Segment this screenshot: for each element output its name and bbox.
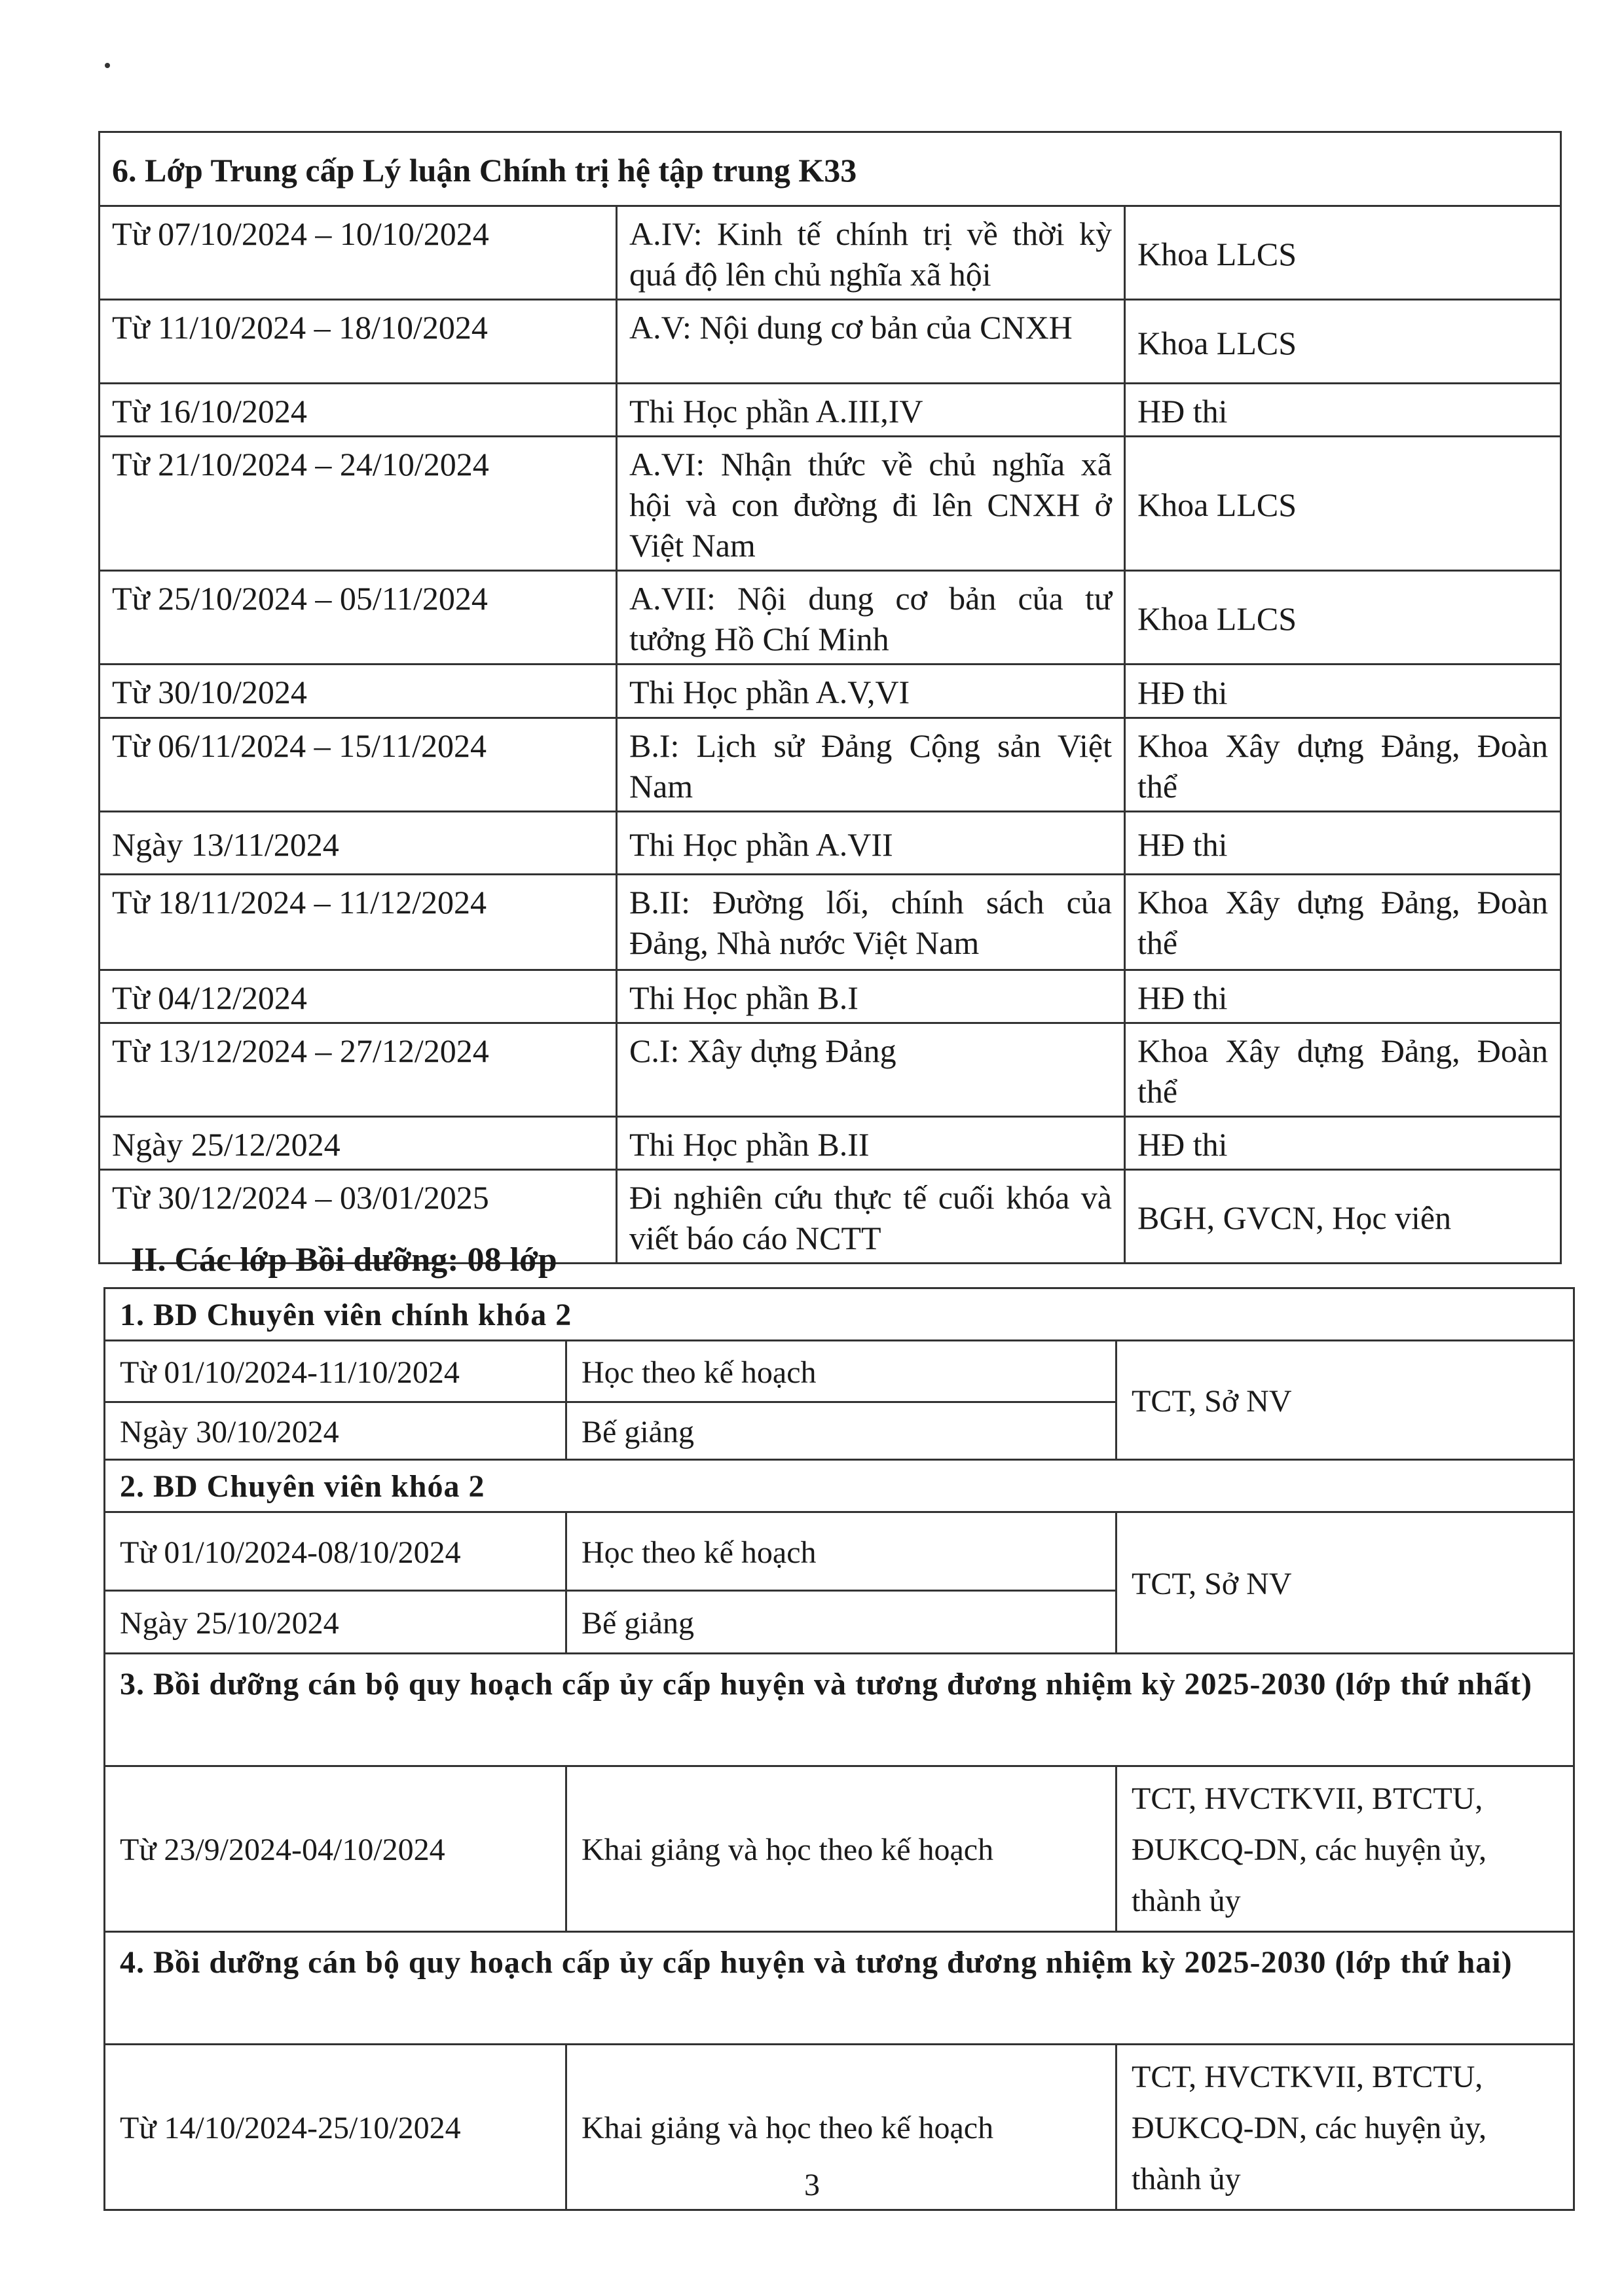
unit-cell: Khoa Xây dựng Đảng, Đoàn thể (1125, 718, 1561, 812)
training-classes-table (103, 1287, 1575, 2211)
date-cell: Từ 06/11/2024 – 15/11/2024 (100, 718, 617, 812)
content-cell: Đi nghiên cứu thực tế cuối khóa và viết báo cáo NCTT (617, 1170, 1125, 1264)
class-title: 2. BD Chuyên viên khóa 2 (105, 1460, 1574, 1512)
date-cell: Ngày 25/10/2024 (105, 1591, 566, 1654)
unit-cell: TCT, HVCTKVII, BTCTU, ĐUKCQ-DN, các huyện ủy, thành ủy (1116, 2045, 1574, 2210)
class-title: 3. Bồi dưỡng cán bộ quy hoạch cấp ủy cấp huyện và tương đương nhiệm kỳ 2025-2030 (lớp thứ nhất) (105, 1654, 1574, 1766)
content-cell: Bế giảng (566, 1591, 1116, 1654)
content-cell: Khai giảng và học theo kế hoạch (566, 2045, 1116, 2210)
date-cell: Từ 25/10/2024 – 05/11/2024 (100, 571, 617, 665)
class-header-row (105, 1288, 1574, 1341)
content-cell: B.I: Lịch sử Đảng Cộng sản Việt Nam (617, 718, 1125, 812)
class-header-row (105, 1654, 1574, 1766)
date-cell: Từ 21/10/2024 – 24/10/2024 (100, 437, 617, 571)
table-row (100, 1023, 1561, 1117)
unit-cell: TCT, HVCTKVII, BTCTU, ĐUKCQ-DN, các huyện ủy, thành ủy (1116, 1766, 1574, 1932)
content-cell: B.II: Đường lối, chính sách của Đảng, Nhà nước Việt Nam (617, 875, 1125, 970)
content-cell: Bế giảng (566, 1402, 1116, 1460)
unit-cell: HĐ thi (1125, 1117, 1561, 1170)
table-row (105, 1341, 1574, 1402)
date-cell: Từ 23/9/2024-04/10/2024 (105, 1766, 566, 1932)
date-cell: Từ 30/10/2024 (100, 665, 617, 718)
scan-mark (105, 63, 110, 68)
content-cell: A.VII: Nội dung cơ bản của tư tưởng Hồ Chí Minh (617, 571, 1125, 665)
content-cell: Thi Học phần B.II (617, 1117, 1125, 1170)
content-cell: Thi Học phần A.III,IV (617, 384, 1125, 437)
table-row (100, 812, 1561, 875)
table-header-row (100, 132, 1561, 206)
content-cell: Học theo kế hoạch (566, 1512, 1116, 1591)
class-title: 1. BD Chuyên viên chính khóa 2 (105, 1288, 1574, 1341)
date-cell: Từ 14/10/2024-25/10/2024 (105, 2045, 566, 2210)
class-header-row (105, 1932, 1574, 2045)
content-cell: Thi Học phần B.I (617, 970, 1125, 1023)
date-cell: Từ 16/10/2024 (100, 384, 617, 437)
unit-cell: Khoa LLCS (1125, 571, 1561, 665)
table-row (100, 970, 1561, 1023)
date-cell: Từ 18/11/2024 – 11/12/2024 (100, 875, 617, 970)
class-title: 6. Lớp Trung cấp Lý luận Chính trị hệ tập trung K33 (100, 132, 1561, 206)
table-row (105, 1766, 1574, 1932)
class-title: 4. Bồi dưỡng cán bộ quy hoạch cấp ủy cấp huyện và tương đương nhiệm kỳ 2025-2030 (lớp thứ hai) (105, 1932, 1574, 2045)
content-cell: C.I: Xây dựng Đảng (617, 1023, 1125, 1117)
date-cell: Ngày 25/12/2024 (100, 1117, 617, 1170)
date-cell: Ngày 13/11/2024 (100, 812, 617, 875)
content-cell: Thi Học phần A.VII (617, 812, 1125, 875)
unit-cell: TCT, Sở NV (1116, 1512, 1574, 1654)
content-cell: Thi Học phần A.V,VI (617, 665, 1125, 718)
unit-cell: BGH, GVCN, Học viên (1125, 1170, 1561, 1264)
content-cell: A.VI: Nhận thức về chủ nghĩa xã hội và con đường đi lên CNXH ở Việt Nam (617, 437, 1125, 571)
table-row (100, 718, 1561, 812)
content-cell: Khai giảng và học theo kế hoạch (566, 1766, 1116, 1932)
table-row (100, 875, 1561, 970)
date-cell: Từ 04/12/2024 (100, 970, 617, 1023)
unit-cell: Khoa LLCS (1125, 206, 1561, 300)
date-cell: Từ 01/10/2024-08/10/2024 (105, 1512, 566, 1591)
table-row (100, 206, 1561, 300)
unit-cell: HĐ thi (1125, 970, 1561, 1023)
unit-cell: Khoa Xây dựng Đảng, Đoàn thể (1125, 1023, 1561, 1117)
table-row (100, 384, 1561, 437)
unit-cell: Khoa Xây dựng Đảng, Đoàn thể (1125, 875, 1561, 970)
date-cell: Từ 07/10/2024 – 10/10/2024 (100, 206, 617, 300)
content-cell: Học theo kế hoạch (566, 1341, 1116, 1402)
date-cell: Từ 01/10/2024-11/10/2024 (105, 1341, 566, 1402)
unit-cell: Khoa LLCS (1125, 437, 1561, 571)
page-number: 3 (804, 2168, 820, 2202)
unit-cell: HĐ thi (1125, 812, 1561, 875)
date-cell: Ngày 30/10/2024 (105, 1402, 566, 1460)
unit-cell: TCT, Sở NV (1116, 1341, 1574, 1460)
section-heading: II. Các lớp Bồi dưỡng: 08 lớp (131, 1241, 557, 1279)
k33-schedule-table (98, 131, 1562, 1264)
table-row (100, 571, 1561, 665)
table-row (100, 300, 1561, 384)
class-header-row (105, 1460, 1574, 1512)
content-cell: A.IV: Kinh tế chính trị về thời kỳ quá độ lên chủ nghĩa xã hội (617, 206, 1125, 300)
content-cell: A.V: Nội dung cơ bản của CNXH (617, 300, 1125, 384)
unit-cell: HĐ thi (1125, 665, 1561, 718)
unit-cell: Khoa LLCS (1125, 300, 1561, 384)
date-cell: Từ 13/12/2024 – 27/12/2024 (100, 1023, 617, 1117)
table-row (100, 665, 1561, 718)
unit-cell: HĐ thi (1125, 384, 1561, 437)
table-row (100, 1117, 1561, 1170)
table-row (105, 1512, 1574, 1591)
date-cell: Từ 30/12/2024 – 03/01/2025 (100, 1170, 617, 1264)
table-row (100, 437, 1561, 571)
date-cell: Từ 11/10/2024 – 18/10/2024 (100, 300, 617, 384)
